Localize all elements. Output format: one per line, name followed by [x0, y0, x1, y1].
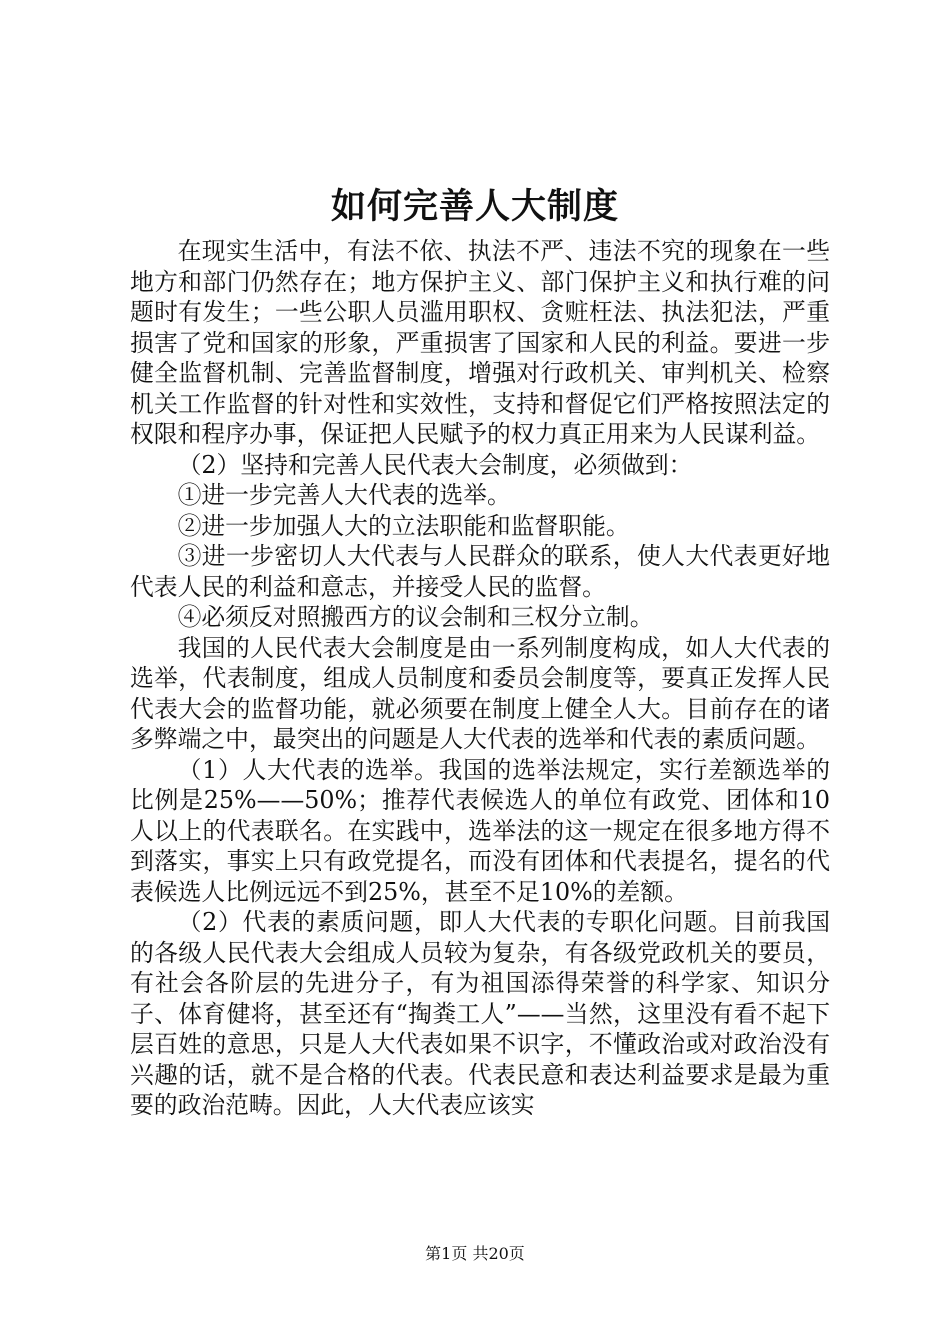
list-item: ②进一步加强人大的立法职能和监督职能。: [177, 511, 630, 540]
paragraph: （2）代表的素质问题，即人大代表的专职化问题。目前我国的各级人民代表大会组成人员较为复杂，有各级党政机关的要员，有社会各阶层的先进分子，有为祖国添得荣誉的科学家、知识分子、体育健将，甚至还有“掏粪工人”——当然，这里没有看不起下层百姓的意思，只是人大代表如果不识字，不懂政治或对政治没有兴趣的话，就不是合格的代表。代表民意和表达利益要求是最为重要的政治范畴。因此，人大代表应该实: [130, 908, 830, 1119]
list-item: ③进一步密切人大代表与人民群众的联系，使人大代表更好地代表人民的利益和意志，并接受人民的监督。: [130, 542, 830, 601]
list-item: ④必须反对照搬西方的议会制和三权分立制。: [177, 603, 654, 631]
document-title: 如何完善人大制度: [330, 186, 619, 227]
paragraph: 在现实生活中，有法不依、执法不严、违法不究的现象在一些地方和部门仍然存在；地方保护主义、部门保护主义和执行难的问题时有发生；一些公职人员滥用职权、贪赃枉法、执法犯法，严重损害了党和国家的形象，严重损害了国家和人民的利益。要进一步健全监督机制、完善监督制度，增强对行政机关、审判机关、检察机关工作监督的针对性和实效性，支持和督促它们严格按照法定的权限和程序办事，保证把人民赋予的权力真正用来为人民谋利益。: [130, 237, 830, 448]
paragraph: （1）人大代表的选举。我国的选举法规定，实行差额选举的比例是25%——50%；推荐代表候选人的单位有政党、团体和10人以上的代表联名。在实践中，选举法的这一规定在很多地方得不到落实，事实上只有政党提名，而没有团体和代表提名，提名的代表候选人比例远远不到25%，甚至不足10%的差额。: [130, 755, 830, 906]
document-body: [130, 236, 830, 1121]
page-footer: 第1页 共20页: [425, 1244, 525, 1263]
paragraph: 我国的人民代表大会制度是由一系列制度构成，如人大代表的选举，代表制度，组成人员制度和委员会制度等，要真正发挥人民代表大会的监督功能，就必须要在制度上健全人大。目前存在的诸多弊端之中，最突出的问题是人大代表的选举和代表的素质问题。: [130, 633, 830, 753]
paragraph: （2）坚持和完善人民代表大会制度，必须做到：: [177, 450, 693, 479]
list-item: ①进一步完善人大代表的选举。: [177, 481, 511, 509]
